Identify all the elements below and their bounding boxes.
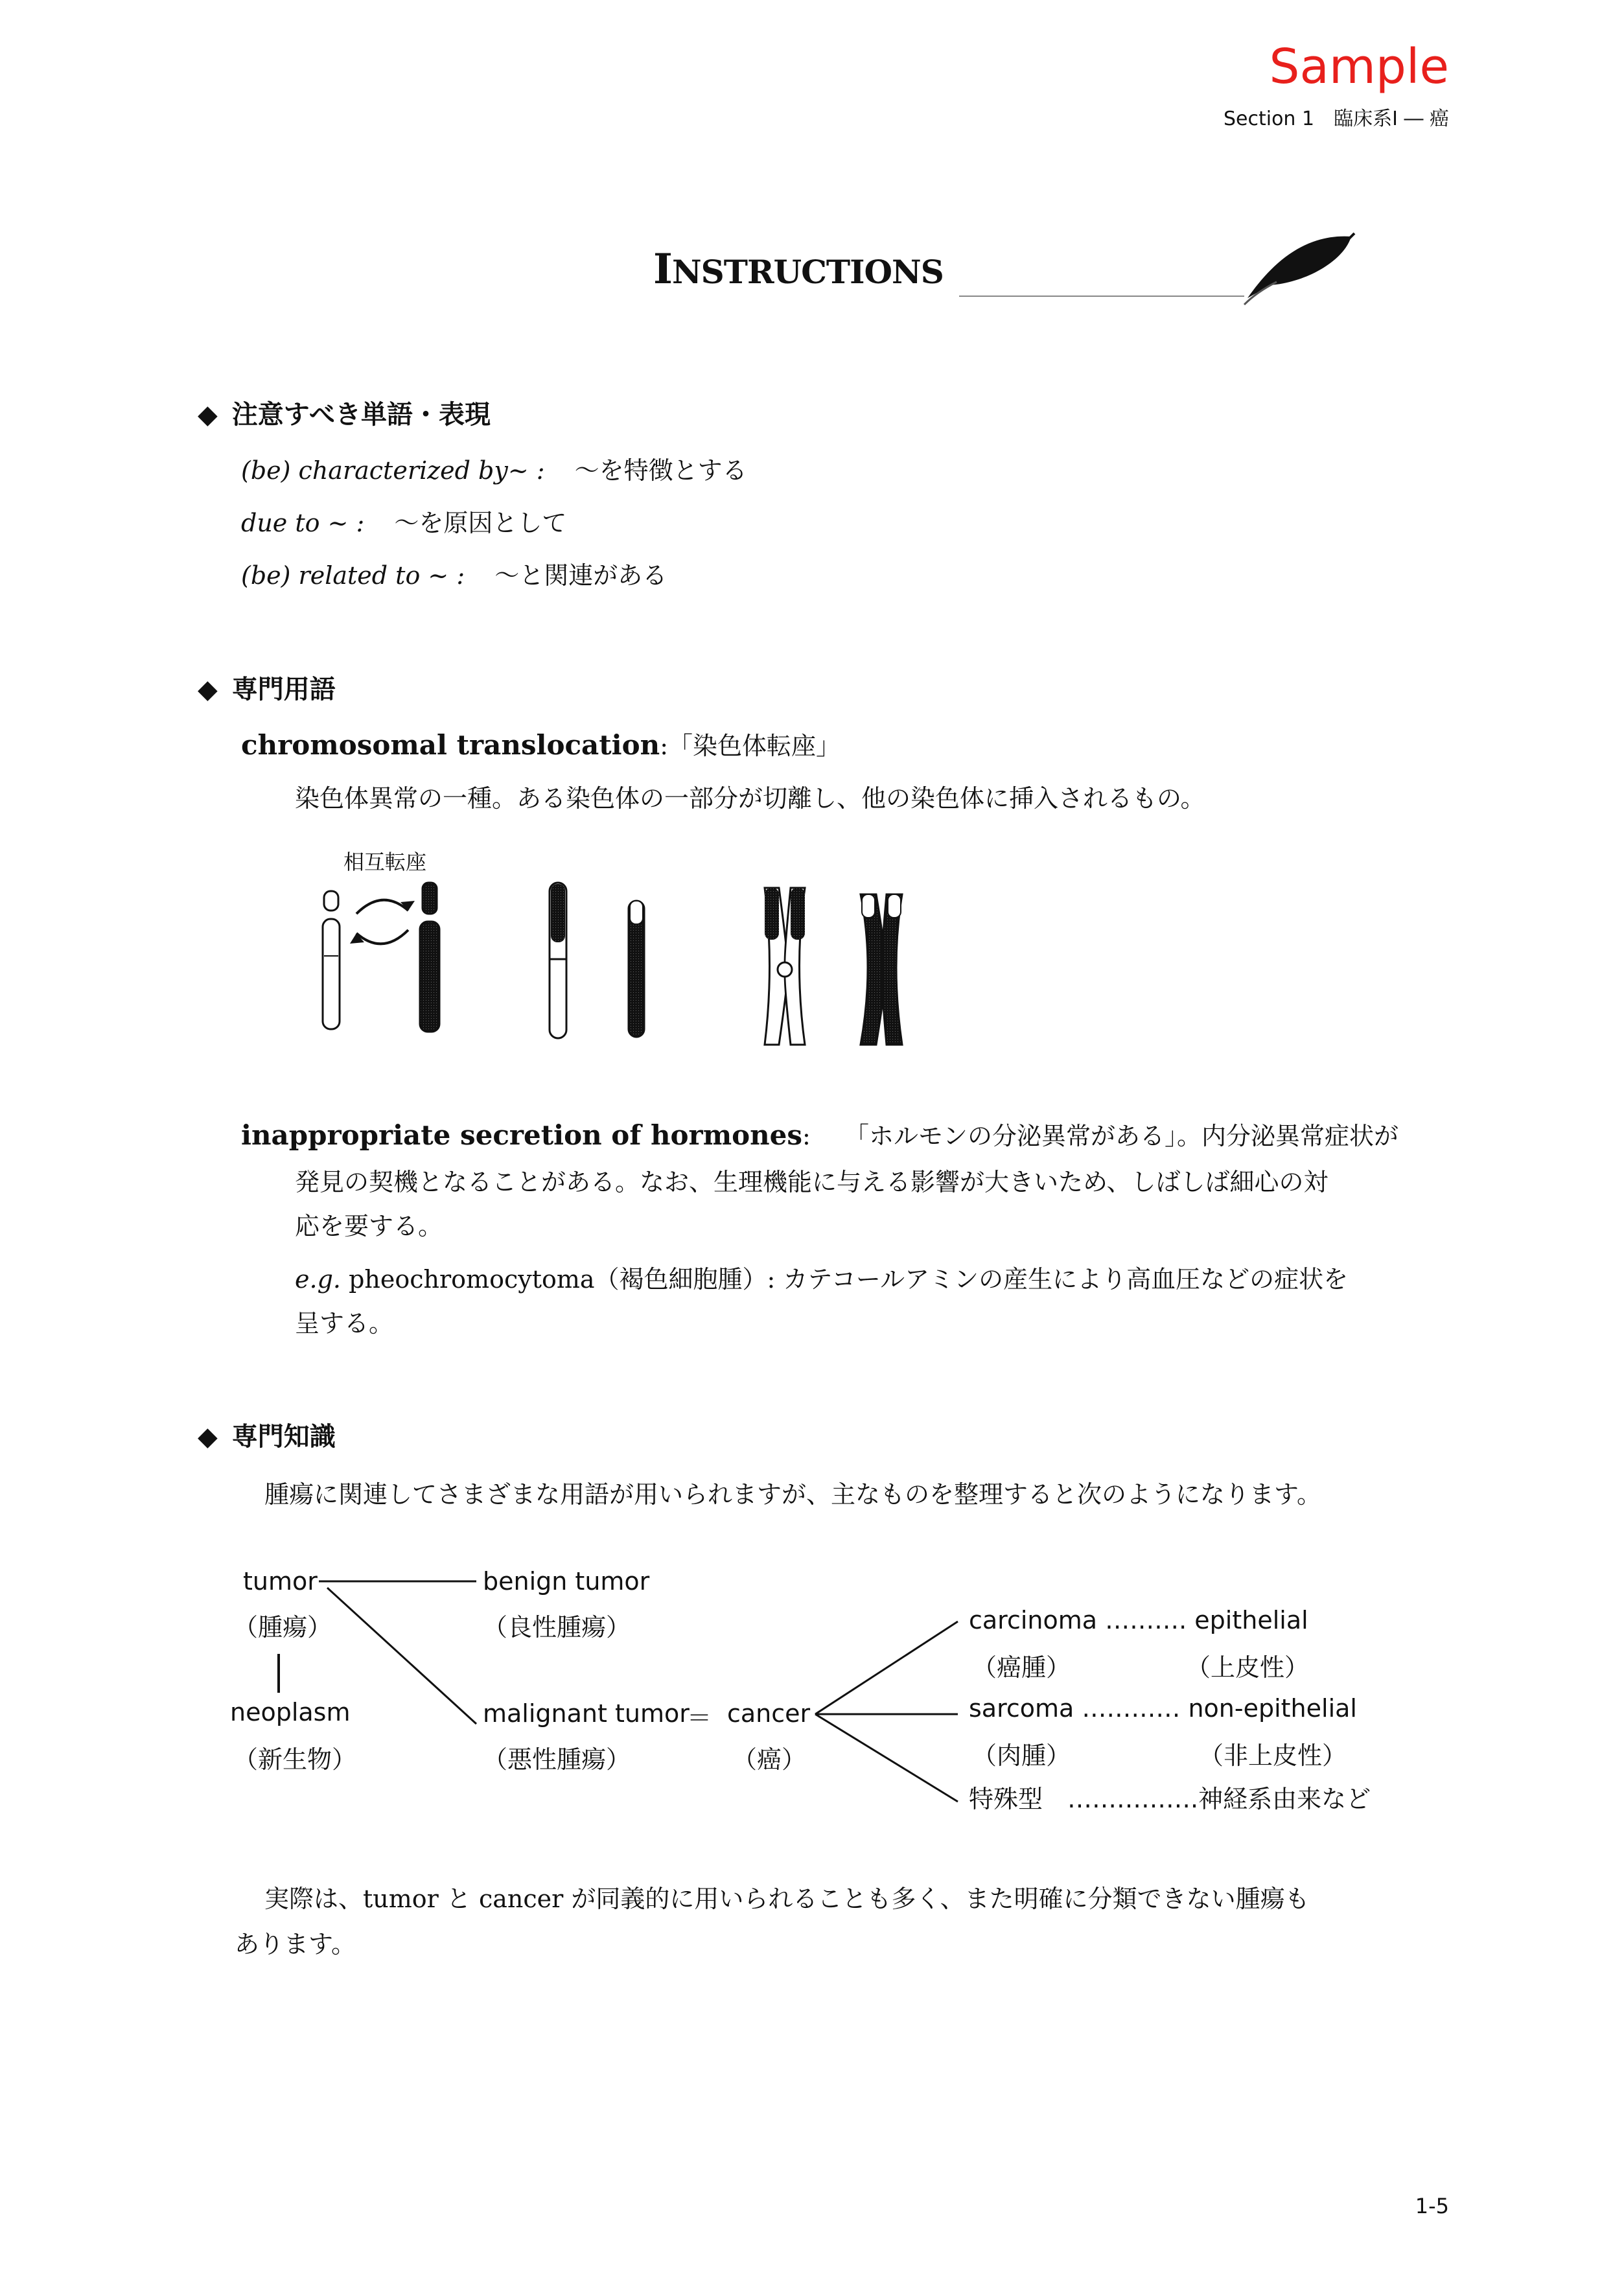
knowledge-intro: 腫瘍に関連してさまざまな用語が用いられますが、主なものを整理すると次のようになります。 bbox=[264, 1480, 1321, 1509]
malignant-jp-label: （悪性腫瘍） bbox=[483, 1745, 631, 1774]
hormones-example-line2: 呈する。 bbox=[295, 1309, 394, 1338]
cancer-label: cancer bbox=[727, 1699, 811, 1728]
carcinoma-label: carcinoma ………. epithelial bbox=[969, 1606, 1308, 1634]
vocab-jp: ～を特徴とする bbox=[574, 456, 747, 485]
diamond-bullet-icon: ◆ bbox=[198, 1422, 218, 1452]
chromosomal-jp-name: :「染色体転座」 bbox=[660, 732, 841, 760]
closing-line1: 実際は、tumor と cancer が同義的に用いられることも多く、また明確に分類できない腫瘍も bbox=[264, 1885, 1310, 1913]
example-text: pheochromocytoma（褐色細胞腫）: カテコールアミンの産生により高血圧などの症状を bbox=[349, 1265, 1349, 1294]
diamond-bullet-icon: ◆ bbox=[198, 400, 218, 430]
vocab-en: (be) characterized by~ : bbox=[241, 456, 545, 485]
non-epithelial-jp-label: （非上皮性） bbox=[1199, 1741, 1347, 1770]
hormones-colon: : bbox=[802, 1122, 811, 1150]
benign-label: benign tumor bbox=[483, 1567, 650, 1596]
chromosomal-description: 染色体異常の一種。ある染色体の一部分が切離し、他の染色体に挿入されるもの。 bbox=[295, 784, 1205, 813]
tumor-jp-label: （腫瘍） bbox=[233, 1613, 332, 1642]
carcinoma-jp-label: （癌腫） bbox=[972, 1653, 1071, 1682]
equals-sign: ＝ bbox=[687, 1704, 712, 1732]
vocab-jp: ～を原因として bbox=[394, 509, 567, 537]
terms-heading: ◆ 専門用語 bbox=[198, 675, 336, 704]
hormones-desc-line3: 応を要する。 bbox=[295, 1212, 443, 1240]
title-first-letter: I bbox=[653, 245, 672, 294]
benign-jp-label: （良性腫瘍） bbox=[483, 1613, 631, 1642]
figure-label: 相互転座 bbox=[343, 850, 427, 874]
hormones-desc-line2: 発見の契機となることがある。なお、生理機能に与える影響が大きいため、しばしば細心の対 bbox=[295, 1168, 1328, 1196]
title-rest: NSTRUCTIONS bbox=[671, 253, 944, 291]
hormones-desc-line1: 「ホルモンの分泌異常がある」。内分泌異常症状が bbox=[844, 1122, 1398, 1150]
vocab-en: due to ~ : bbox=[241, 509, 365, 537]
sample-watermark: Sample bbox=[1269, 39, 1449, 95]
neoplasm-jp-label: （新生物） bbox=[233, 1745, 357, 1774]
chromosomal-term: chromosomal translocation bbox=[241, 729, 660, 761]
diamond-bullet-icon: ◆ bbox=[198, 675, 218, 704]
knowledge-heading: ◆ 専門知識 bbox=[198, 1422, 336, 1452]
vocab-heading: ◆ 注意すべき単語・表現 bbox=[198, 400, 491, 430]
tumor-label: tumor bbox=[243, 1567, 318, 1596]
vocab-en: (be) related to ~ : bbox=[241, 561, 465, 590]
section-header: Section 1 臨床系Ⅰ ― 癌 bbox=[1223, 108, 1449, 130]
closing-line2: あります。 bbox=[235, 1930, 356, 1958]
special-type-label: 特殊型 …………….神経系由来など bbox=[969, 1785, 1371, 1813]
eg-label: e.g. bbox=[295, 1265, 341, 1294]
page-number: 1-5 bbox=[1415, 2194, 1449, 2218]
vocab-jp: ～と関連がある bbox=[494, 561, 667, 590]
malignant-label: malignant tumor bbox=[483, 1699, 690, 1728]
neoplasm-label: neoplasm bbox=[230, 1698, 351, 1726]
cancer-jp-label: （癌） bbox=[732, 1745, 807, 1774]
sarcoma-jp-label: （肉腫） bbox=[972, 1741, 1071, 1770]
sarcoma-label: sarcoma ………… non-epithelial bbox=[969, 1694, 1357, 1723]
hormones-term: inappropriate secretion of hormones bbox=[241, 1119, 803, 1151]
epithelial-jp-label: （上皮性） bbox=[1186, 1653, 1310, 1682]
